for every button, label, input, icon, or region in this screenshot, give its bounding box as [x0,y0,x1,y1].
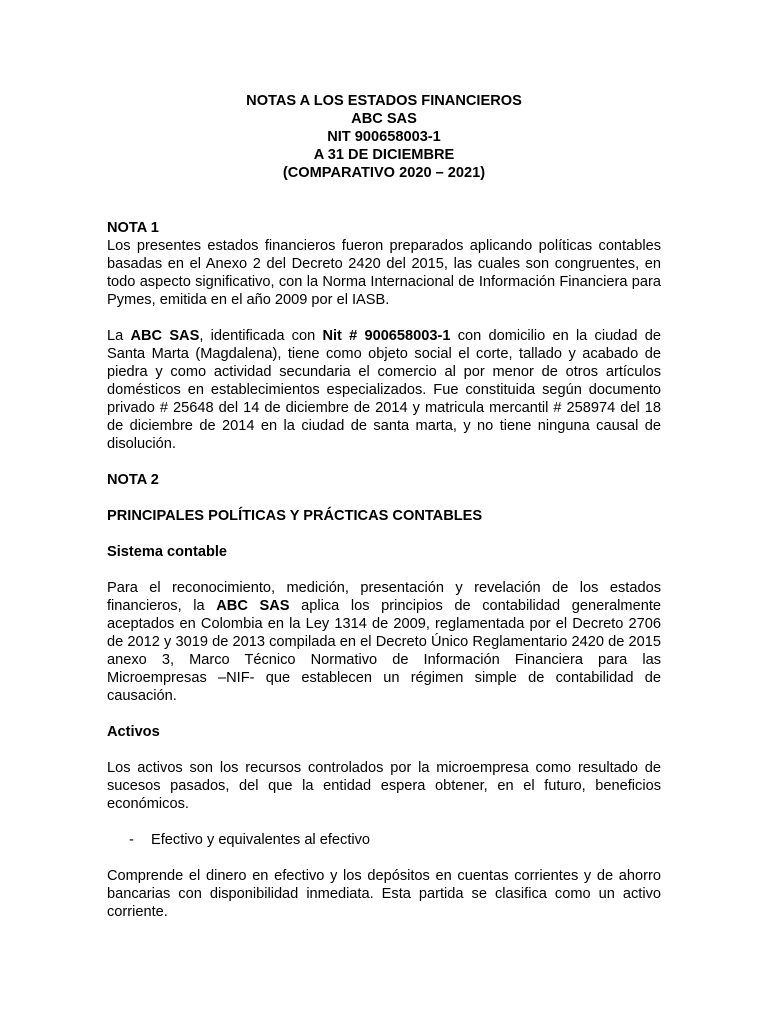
para2-mid: , identificada con [199,328,323,344]
nota1-title: NOTA 1 [107,220,159,236]
bullet-dash: - [129,832,134,848]
sistema-company: ABC SAS [216,598,290,614]
bullet-text: Efectivo y equivalentes al efectivo [151,832,371,848]
policies-section-title: PRINCIPALES POLÍTICAS Y PRÁCTICAS CONTABLES [107,508,483,524]
header-title: NOTAS A LOS ESTADOS FINANCIEROS [246,93,522,109]
header-company: ABC SAS [351,111,417,127]
activos-paragraph: Los activos son los recursos controlados por la microempresa como resultado de sucesos pasados, del que la entidad espera obtener, en el futuro, beneficios económicos. [107,760,661,812]
header-date: A 31 DE DICIEMBRE [313,147,455,163]
sistema-rest: aplica los principios de contabilidad generalmente aceptados en Colombia en la Ley 1314 de 2009, reglamentada por el Decreto 2706 de 2012 y 3019 de 2013 compilada en el Decreto Único Reglamentario 2420 de 2015 anexo 3, Marco Técnico Normativo de Información Financiera para las Microempresas –NIF- que establecen un régimen simple de contabilidad de causación. [107,598,661,704]
document-header [107,92,661,182]
para2-rest: con domicilio en la ciudad de Santa Marta (Magdalena), tiene como objeto social el corte, tallado y acabado de piedra y como actividad secundaria el comercio al por menor de otros artículos domésticos en establecimientos especializados. Fue constituida según documento privado # 25648 del 14 de diciembre de 2014 y matricula mercantil # 258974 del 18 de diciembre de 2014 en la ciudad de santa marta, y no tiene ninguna causal de disolución. [107,328,661,452]
para2-nit: Nit # 900658003-1 [322,328,451,344]
nota1-paragraph-1: Los presentes estados financieros fueron preparados aplicando políticas contables basadas en el Anexo 2 del Decreto 2420 del 2015, las cuales son congruentes, en todo aspecto significativo, con la Norma Internacional de Información Financiera para Pymes, emitida en el año 2009 por el IASB. [107,238,661,308]
header-period: (COMPARATIVO 2020 – 2021) [282,165,486,181]
nota1-paragraph-2 [107,327,661,453]
efectivo-paragraph: Comprende el dinero en efectivo y los depósitos en cuentas corrientes y de ahorro bancarias con disponibilidad inmediata. Esta partida se clasifica como un activo corriente. [107,868,661,920]
nota2-title: NOTA 2 [107,472,159,488]
para2-prefix: La [107,328,131,344]
sistema-contable-heading: Sistema contable [107,544,228,560]
header-nit: NIT 900658003-1 [327,129,441,145]
document-page [107,92,661,921]
sistema-contable-paragraph [107,579,661,705]
activos-heading: Activos [107,724,160,740]
para2-company: ABC SAS [130,328,200,344]
sistema-prefix: Para el reconocimiento, medición, presentación y revelación de los estados financieros, la [107,580,661,614]
bullet-item-efectivo [107,831,661,849]
